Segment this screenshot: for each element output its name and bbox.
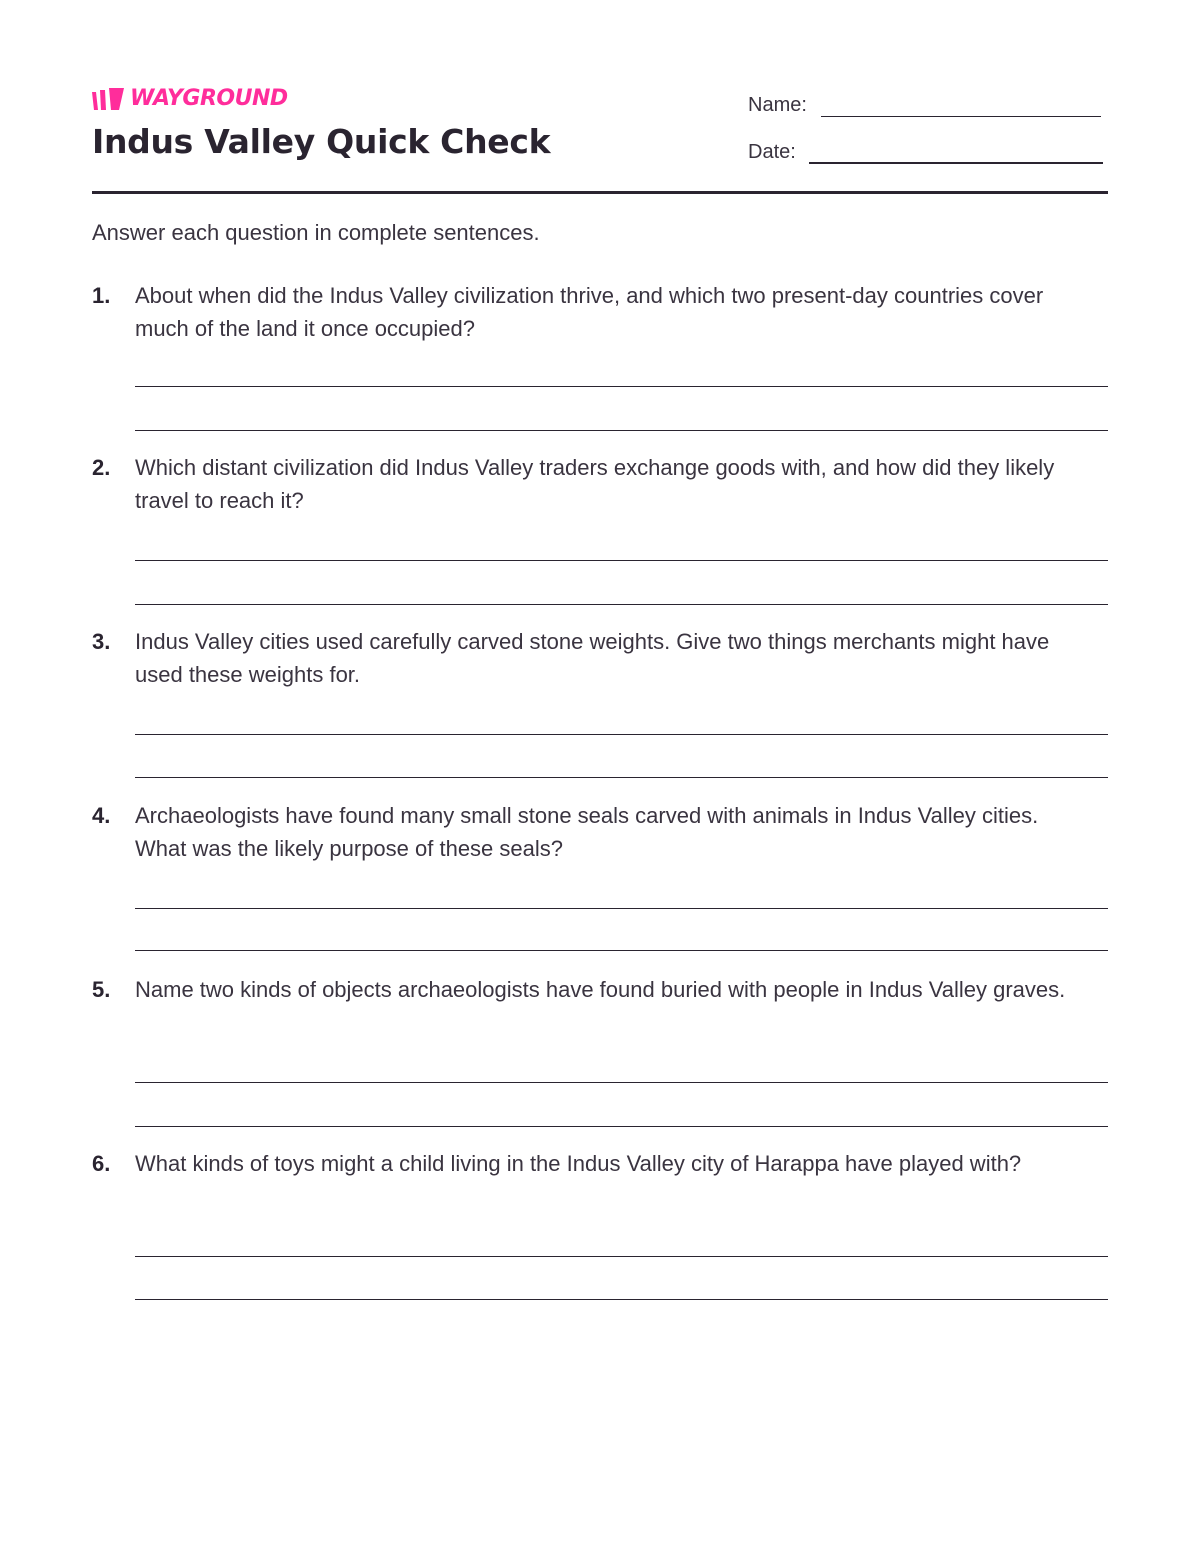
date-label: Date: (748, 141, 796, 163)
question-text: Which distant civilization did Indus Valley traders exchange goods with, and how did they likely travel to reach it? (135, 455, 1055, 513)
answer-line[interactable] (135, 950, 1108, 951)
name-label: Name: (748, 94, 807, 116)
question-number: 5. (92, 977, 111, 1002)
answer-line[interactable] (135, 560, 1108, 561)
brand-name: WAYGROUND (130, 86, 288, 111)
wayground-logo-icon (92, 88, 124, 110)
instructions: Answer each question in complete sentences. (92, 220, 540, 245)
answer-line[interactable] (135, 777, 1108, 778)
answer-line[interactable] (135, 386, 1108, 387)
question-text: Name two kinds of objects archaeologists have found buried with people in Indus Valley graves. (135, 977, 1066, 1002)
question-number: 1. (92, 283, 111, 308)
page-title: Indus Valley Quick Check (92, 122, 551, 161)
name-field[interactable] (748, 90, 1101, 117)
answer-line[interactable] (135, 1299, 1108, 1300)
brand-logo (92, 86, 288, 112)
question-text: Indus Valley cities used carefully carved stone weights. Give two things merchants might have used these weights for. (135, 629, 1050, 687)
answer-line[interactable] (135, 430, 1108, 431)
question-number: 4. (92, 803, 111, 828)
question-text: About when did the Indus Valley civilization thrive, and which two present-day countries cover much of the land it once occupied? (135, 283, 1044, 341)
question-text: Archaeologists have found many small stone seals carved with animals in Indus Valley cities. What was the likely purpose of these seals? (135, 803, 1039, 861)
answer-line[interactable] (135, 734, 1108, 735)
question-number: 2. (92, 455, 111, 480)
question-number: 6. (92, 1151, 111, 1176)
answer-line[interactable] (135, 1082, 1108, 1083)
question-text: What kinds of toys might a child living in the Indus Valley city of Harappa have played with? (135, 1151, 1022, 1176)
answer-line[interactable] (135, 908, 1108, 909)
date-input-line[interactable] (809, 134, 1103, 164)
answer-line[interactable] (135, 604, 1108, 605)
answer-line[interactable] (135, 1256, 1108, 1257)
question-number: 3. (92, 629, 111, 654)
name-input-line[interactable] (821, 90, 1101, 117)
date-field[interactable] (748, 134, 1103, 164)
header-divider (92, 191, 1108, 194)
answer-line[interactable] (135, 1126, 1108, 1127)
